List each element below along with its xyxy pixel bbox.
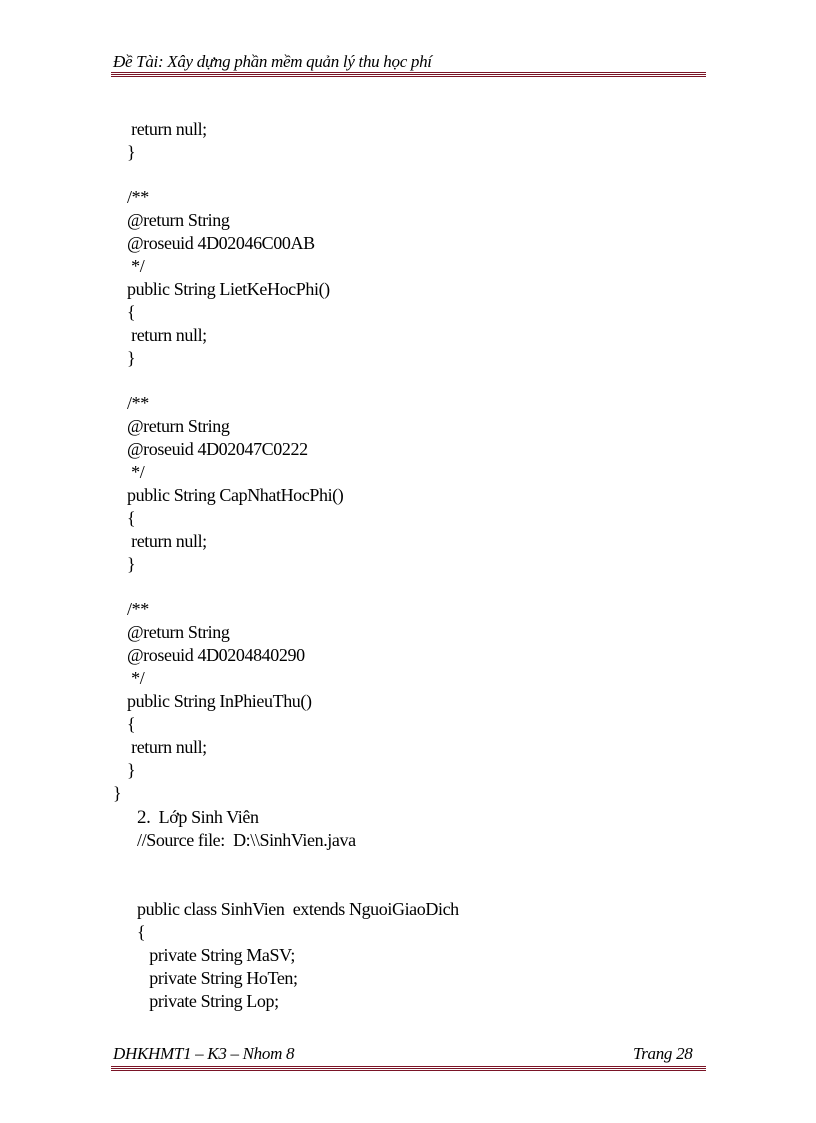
code-line: { [127, 714, 136, 734]
header-divider [111, 72, 706, 78]
code-line: public String InPhieuThu() [127, 691, 312, 711]
code-line: } [127, 760, 136, 780]
code-line: { [127, 508, 136, 528]
code-line: return null; [127, 737, 207, 757]
section-number: 2. [137, 807, 151, 828]
code-line: @roseuid 4D0204840290 [127, 645, 305, 665]
class-line: { [137, 922, 146, 942]
class-line: private String HoTen; [137, 968, 298, 988]
code-line: @roseuid 4D02047C0222 [127, 439, 308, 459]
class-line: public class SinhVien extends NguoiGiaoDich [137, 899, 459, 919]
page-number: Trang 28 [633, 1044, 693, 1063]
code-line: return null; [127, 531, 207, 551]
code-line: } [127, 142, 136, 162]
code-line: } [127, 348, 136, 368]
class-line: private String MaSV; [137, 945, 295, 965]
code-line: return null; [127, 119, 207, 139]
code-line: } [113, 783, 122, 803]
code-line: @return String [127, 416, 230, 436]
code-line: return null; [127, 325, 207, 345]
code-line: /** [127, 393, 149, 413]
code-line: */ [127, 256, 145, 276]
code-line: @return String [127, 622, 230, 642]
code-line: @roseuid 4D02046C00AB [127, 233, 315, 253]
code-line: /** [127, 599, 149, 619]
footer-divider [111, 1066, 706, 1072]
code-line: public String LietKeHocPhi() [127, 279, 330, 299]
code-line: } [127, 554, 136, 574]
code-line: /** [127, 187, 149, 207]
code-line: { [127, 302, 136, 322]
source-file-comment: //Source file: D:\\SinhVien.java [137, 830, 356, 850]
footer-group-label: DHKHMT1 – K3 – Nhom 8 [113, 1044, 295, 1063]
document-header-title: Đề Tài: Xây dựng phần mềm quản lý thu học phí [113, 52, 432, 71]
code-line: public String CapNhatHocPhi() [127, 485, 344, 505]
class-line: private String Lop; [137, 991, 279, 1011]
code-line: @return String [127, 210, 230, 230]
section-heading [137, 806, 259, 829]
code-line: */ [127, 668, 145, 688]
section-title: Lớp Sinh Viên [158, 807, 259, 827]
code-line: */ [127, 462, 145, 482]
